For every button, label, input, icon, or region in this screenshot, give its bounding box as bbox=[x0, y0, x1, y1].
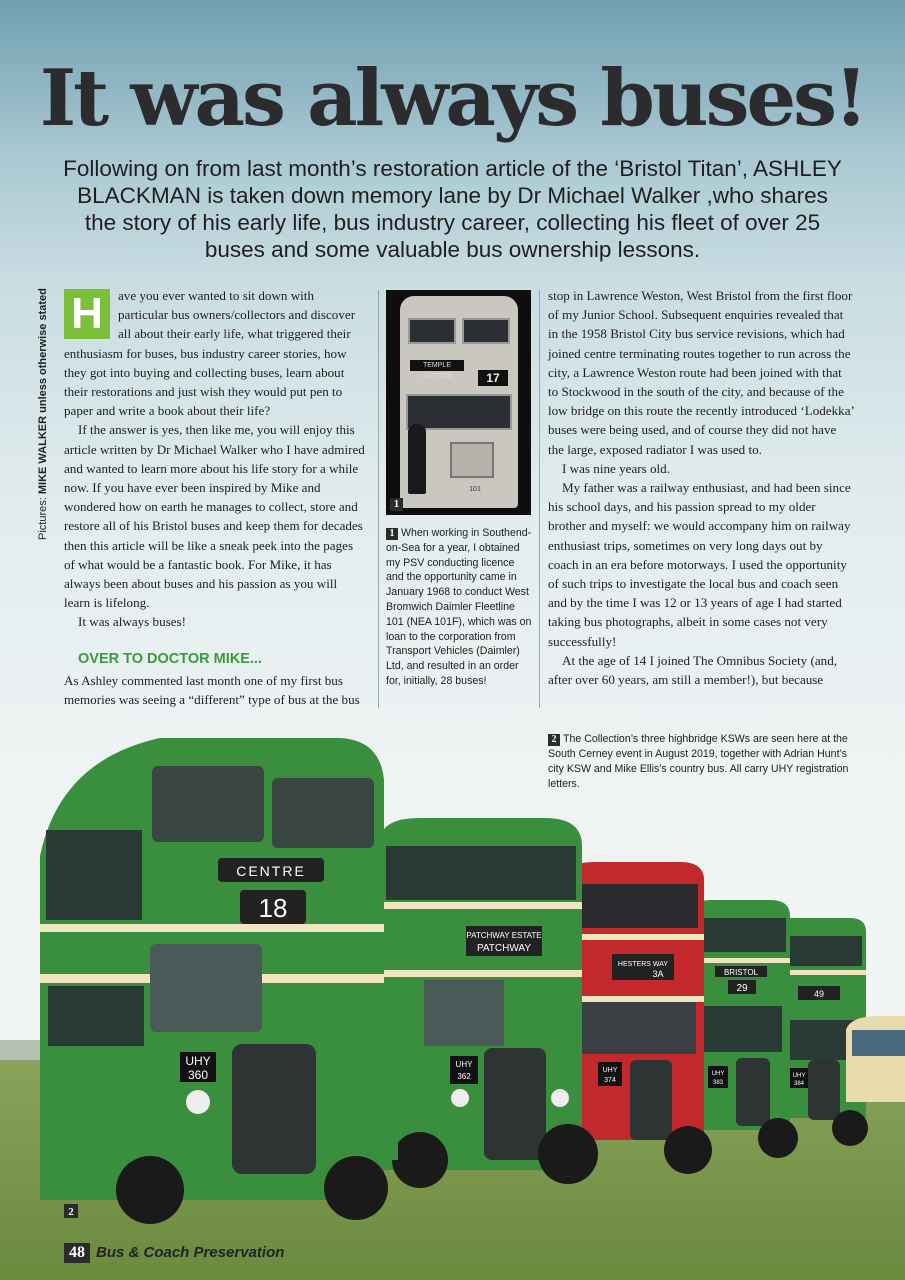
bus-2 bbox=[380, 818, 598, 1188]
bus-4 bbox=[690, 900, 798, 1158]
bus-4-route: 29 bbox=[736, 983, 748, 994]
bus-grille bbox=[450, 442, 494, 478]
paragraph-4: As Ashley commented last month one of my first bus memories was seeing a “different” type of bus at the bus bbox=[64, 672, 360, 708]
bus-2-reg1: UHY bbox=[455, 1060, 473, 1069]
bus-upper-window bbox=[408, 318, 456, 344]
bus-2-dest2: PATCHWAY bbox=[476, 943, 532, 954]
bus-2-dest: PATCHWAY ESTATE bbox=[466, 931, 542, 940]
bus-5-dest: 49 bbox=[813, 989, 825, 999]
article-column-3 bbox=[548, 286, 854, 689]
bus-1 bbox=[40, 738, 398, 1224]
bus-upper-window bbox=[462, 318, 510, 344]
bus-2-reg2: 362 bbox=[457, 1072, 471, 1081]
bus-5-reg2: 384 bbox=[793, 1081, 805, 1087]
bus-1-reg1: UHY bbox=[185, 1054, 211, 1068]
bus-5-reg1: UHY bbox=[792, 1073, 806, 1079]
bus-3-route: 3A bbox=[652, 969, 664, 979]
caption-1-number: 1 bbox=[386, 528, 398, 540]
caption-2-number: 2 bbox=[548, 734, 560, 746]
col3-paragraph-4: At the age of 14 I joined The Omnibus Society (and, after over 60 years, am still a member!), but because bbox=[548, 652, 838, 688]
drop-cap: H bbox=[64, 289, 110, 339]
bus-3-reg1: UHY bbox=[602, 1067, 618, 1074]
photo-2-bus-lineup bbox=[0, 730, 905, 1280]
standfirst: Following on from last month’s restoration article of the ‘Bristol Titan’, ASHLEY BLACKMAN is taken down memory lane by Dr Michael Walker ,who shares the story of his early life, bus industry career, collecting his fleet of over 25 buses and some valuable bus ownership lessons. bbox=[63, 156, 842, 262]
figure-2-number: 2 bbox=[68, 1206, 74, 1218]
credit-prefix: Pictures: bbox=[37, 494, 49, 540]
subheading: OVER TO DOCTOR MIKE... bbox=[78, 650, 262, 667]
bus-1-reg2: 360 bbox=[187, 1068, 209, 1082]
bus-3-dest: HESTERS WAY bbox=[617, 961, 669, 968]
col3-paragraph-1: stop in Lawrence Weston, West Bristol from the first floor of my Junior School. Subsequent enquiries revealed that in the 1958 Bristol City bus service revisions, which had joined centre terminating routes together to run across the city, a Lawrence Weston route had been joined with that to Stockwood in the south of the city, and because of the low bridge on this route the recently introduced ‘Lodekka’ buses were being used, and of course they did not have the large, exposed radiator I was used to. bbox=[548, 288, 854, 457]
caption-1-text: When working in Southend-on-Sea for a year, I obtained my PSV conducting licence and the opportunity came in January 1968 to conduct West Bromwich Daimler Fleetline 101 (NEA 101F), which was on loan to the corporation from Transport Vehicles (Daimler) Ltd, and resulted in an order for, initially, 28 buses! bbox=[386, 527, 532, 687]
paragraph-intro bbox=[64, 286, 366, 420]
paragraph-2: If the answer is yes, then like me, you will enjoy this article written by Dr Michael Walker who I have admired and wanted to learn more about his life story for a while now. If you have ever been inspired by Mike and wondered how on earth he manages to collect, store and restore all of his Bristol buses and keep them for decades then this article will be like a sneak peek into the pages of what would be a fantastic book. For Mike, it has always been about buses and his passion as you will learn is lifelong. bbox=[64, 422, 365, 611]
magazine-title: Bus & Coach Preservation bbox=[96, 1244, 285, 1261]
article-column-1 bbox=[64, 286, 366, 709]
figure-2-caption bbox=[548, 732, 858, 792]
figure-1-number: 1 bbox=[390, 498, 403, 511]
column-rule-right bbox=[539, 290, 540, 708]
bus-1-dest: CENTRE bbox=[236, 863, 306, 879]
bus-4-reg1: UHY bbox=[711, 1071, 725, 1077]
photo-1-fleetline-bus bbox=[386, 290, 531, 515]
figure-1-caption bbox=[386, 526, 534, 689]
paragraph-3: It was always buses! bbox=[78, 614, 186, 630]
col3-paragraph-2: I was nine years old. bbox=[562, 460, 670, 476]
page-title: It was always buses! bbox=[39, 53, 866, 144]
bus-route-number: 17 bbox=[478, 370, 508, 386]
bus-3-reg2: 374 bbox=[604, 1077, 616, 1084]
caption-2-text: The Collection’s three highbridge KSWs are seen here at the South Cerney event in August 2019, together with Adrian Hunt’s city KSW and Mike Ellis’s country bus. All carry UHY registration letters. bbox=[548, 733, 849, 790]
bus-destination-blind: TEMPLE SUTTON bbox=[410, 360, 464, 371]
coach-right bbox=[846, 1016, 905, 1102]
page-number: 48 bbox=[64, 1243, 90, 1263]
conductor-figure bbox=[408, 424, 426, 494]
column-rule-left bbox=[378, 290, 379, 708]
picture-credit bbox=[37, 280, 53, 540]
credit-name: MIKE WALKER unless otherwise stated bbox=[37, 288, 49, 495]
bus-4-dest: BRISTOL bbox=[723, 968, 759, 977]
col3-paragraph-3: My father was a railway enthusiast, and had been since his school days, and his passion spread to my older brother and myself: we would accompany him on railway enthusiast trips, sometimes on very long days out by coach in an era before motorways. I used the opportunity of such trips to investigate the local bus and coach seen and by the time I was 12 or 13 years of age I had started taking bus photographs, albeit in some cases not very successfully! bbox=[548, 480, 851, 649]
paragraph-1-text: ave you ever wanted to sit down with particular bus owners/collectors and discover all about their early life, what triggered their enthusiasm for buses, bus industry career stories, how they got into buying and collecting buses, learn about their restorations and just wish they would put pen to paper and write a book about their life? bbox=[64, 288, 356, 419]
bus-3-red bbox=[566, 862, 712, 1174]
bus-4-reg2: 383 bbox=[712, 1080, 724, 1086]
bus-1-route: 18 bbox=[258, 893, 288, 923]
bus-fleet-number: 101 bbox=[469, 486, 481, 493]
